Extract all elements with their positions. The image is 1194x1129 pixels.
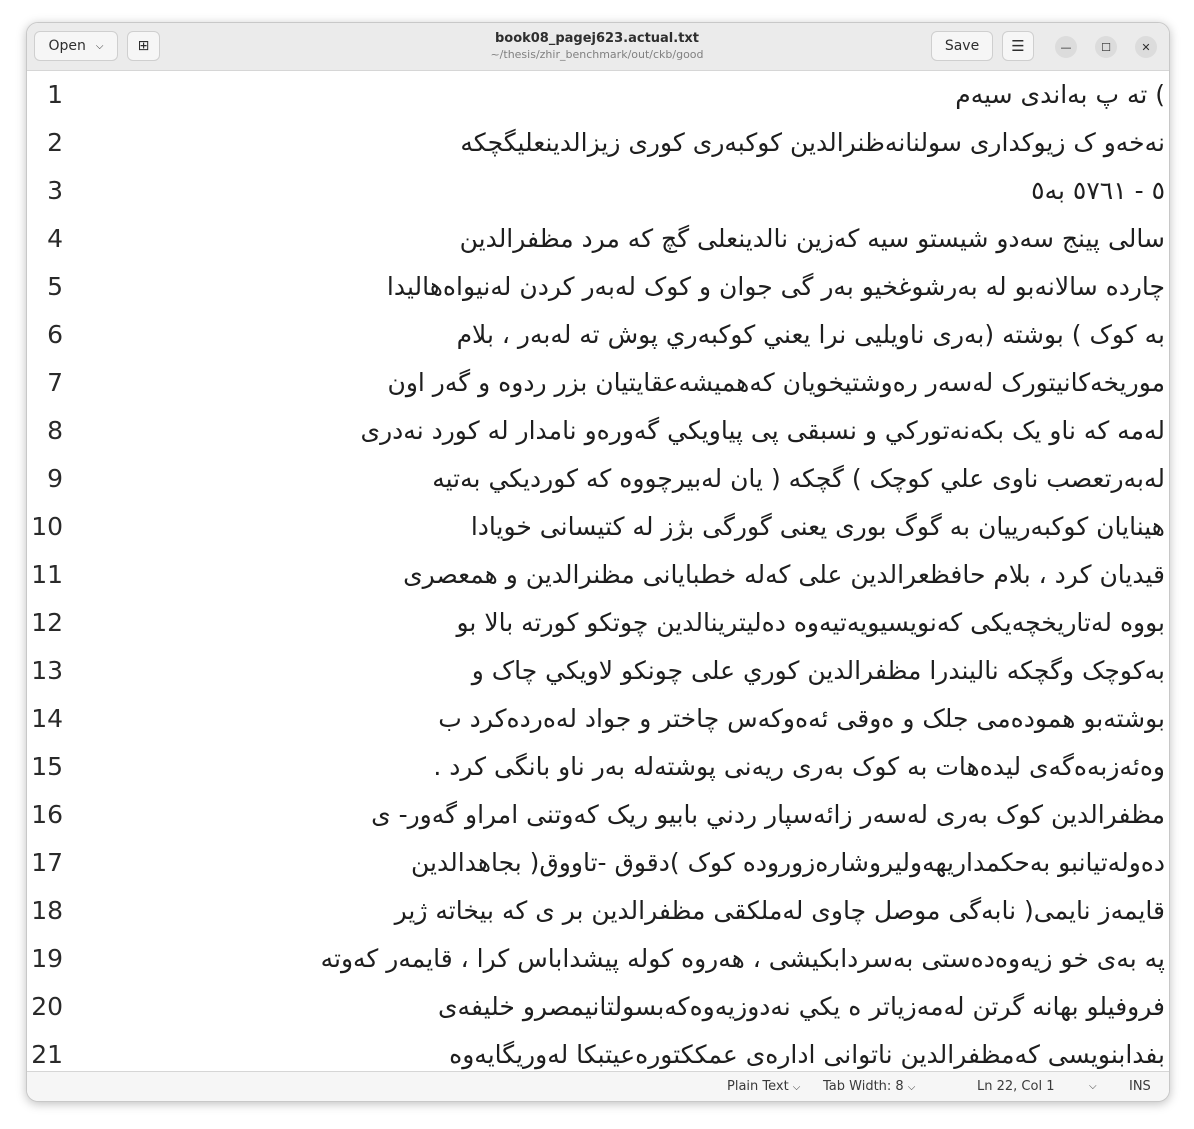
- line-number: 14: [31, 704, 63, 733]
- minimize-button[interactable]: [1055, 36, 1077, 58]
- menu-button[interactable]: [1002, 31, 1034, 61]
- line-number: 21: [31, 1040, 63, 1069]
- text-line[interactable]: سالی پینج سەدو شیستو سیه کەزین نالدینعلی گچ که مرد مظفرالدین: [459, 224, 1165, 253]
- line-number: 18: [31, 896, 63, 925]
- new-tab-button[interactable]: [127, 31, 160, 61]
- line-number: 7: [47, 368, 63, 397]
- line-number: 12: [31, 608, 63, 637]
- text-line[interactable]: موریخەکانیتورک لەسەر رەوشتیخویان کەهمیشەعقایتیان بزر ردوه و گەر اون: [387, 368, 1165, 397]
- open-button-label: Open: [48, 38, 86, 54]
- text-line[interactable]: بفدابنویسی کەمظفرالدین ناتوانی ادارەی عمککتورەعیتبکا لەوریگایەوه: [449, 1040, 1165, 1069]
- line-number-gutter: [27, 71, 67, 1071]
- line-number: 13: [31, 656, 63, 685]
- text-line[interactable]: په بەی خو زیەوەدەستی بەسردابکیشی ، هەروه کوله پیشداباس کرا ، قایمەر کەوته: [320, 944, 1165, 973]
- text-line[interactable]: لەمه که ناو یک بکەنەتورکي و نسبقی پی پیاویکي گەورەو نامدار له کورد نەدری: [360, 416, 1165, 445]
- text-line[interactable]: قایمەز نایمی( نابەگی موصل چاوی لەملکقی مظفرالدین بر ی که بیخاته ژیر: [394, 896, 1165, 925]
- line-number: 2: [47, 128, 63, 157]
- line-number: 1: [47, 80, 63, 109]
- line-number: 4: [47, 224, 63, 253]
- line-number: 9: [47, 464, 63, 493]
- text-line[interactable]: لەبەرتعصب ناوی علي کوچک ) گچکه ( یان لەبیرچووه که کوردیکي بەتیه: [432, 464, 1165, 493]
- text-line[interactable]: بوشتەبو همودەمی جلک و ەوقی ئەەوکەس چاختر و جواد لەەردەکرد ب: [438, 704, 1165, 733]
- status-bar: [27, 1071, 1169, 1102]
- text-line[interactable]: وەئەزبەەگەی لیدەهات به کوک بەری ریەنی پوشتەله بەر ناو بانگی کرد .: [433, 752, 1165, 781]
- close-button[interactable]: [1135, 36, 1157, 58]
- text-line[interactable]: ) ته پ بەاندی سیەم: [955, 80, 1165, 109]
- chevron-down-icon: ⌵: [95, 40, 104, 52]
- line-number: 16: [31, 800, 63, 829]
- chevron-down-icon[interactable]: ⌵: [1089, 1081, 1097, 1092]
- line-number: 19: [31, 944, 63, 973]
- text-line[interactable]: بەکوچک وگچکه نالیندرا مظفرالدین کوري علی چونکو لاویکي چاک و: [471, 656, 1165, 685]
- tab-width-selector[interactable]: [823, 1079, 915, 1094]
- line-number: 20: [31, 992, 63, 1021]
- line-number: 17: [31, 848, 63, 877]
- open-button[interactable]: [34, 31, 118, 61]
- header-bar: [27, 23, 1169, 71]
- line-number: 10: [31, 512, 63, 541]
- text-line[interactable]: فروفیلو بهانه گرتن لەمەزیاتر ە یکي نەدوزیەوەکەبسولتانیمصرو خلیفەی: [437, 992, 1165, 1021]
- text-line[interactable]: هینایان کوکبەرییان به گوگ بوری یعنی گورگی بژز له کتیسانی خویادا: [470, 512, 1165, 541]
- maximize-icon: ☐: [1101, 40, 1111, 54]
- line-number: 6: [47, 320, 63, 349]
- hamburger-icon: ☰: [1011, 37, 1025, 55]
- cursor-position[interactable]: Ln 22, Col 1: [977, 1079, 1055, 1094]
- save-button[interactable]: Save: [931, 31, 993, 61]
- text-line[interactable]: نەخەو ک زیوکداری سولنانەظنرالدین کوکبەری کوری زیزالدینعلیگچکه: [460, 128, 1165, 157]
- insert-mode-indicator: INS: [1129, 1079, 1151, 1094]
- chevron-down-icon: ⌵: [792, 1082, 801, 1093]
- maximize-button[interactable]: [1095, 36, 1117, 58]
- text-line[interactable]: چاردە سالانەبو له بەرشوغخیو بەر گی جوان و کوک لەبەر کردن لەنیواەهالیدا: [386, 272, 1165, 301]
- line-number: 15: [31, 752, 63, 781]
- line-number: 8: [47, 416, 63, 445]
- text-area[interactable]: [67, 71, 1169, 1071]
- chevron-down-icon: ⌵: [907, 1082, 916, 1093]
- text-line[interactable]: به کوک ) بوشته (بەری ناویلیی نرا یعني کوکبەري پوش ته لەبەر ، بلام: [456, 320, 1165, 349]
- text-line[interactable]: ٥ - ٥٧٦١ بە٥: [1031, 176, 1165, 205]
- line-number: 5: [47, 272, 63, 301]
- window-title: book08_pagej623.actual.txt: [494, 31, 700, 46]
- text-line[interactable]: دەولەتیانبو بەحکمداریهەولیروشارەزورودە کوک )دقوق -تاووق( بجاهدالدین: [411, 848, 1165, 877]
- editor-window: [26, 22, 1170, 1102]
- line-number: 3: [47, 176, 63, 205]
- language-label: Plain Text: [727, 1079, 789, 1094]
- text-line[interactable]: قیدیان کرد ، بلام حافظعرالدین علی کەله خطبایانی مظنرالدین و همعصری: [403, 560, 1165, 589]
- new-tab-icon: ⊞: [137, 38, 150, 54]
- minimize-icon: —: [1060, 40, 1072, 54]
- text-line[interactable]: مظفرالدین کوک بەری لەسەر زائەسپار ردني بابیو ریک کەوتنی امراو گەور- ی: [371, 800, 1165, 829]
- text-line[interactable]: بووه لەتاریخچەیکی کەنویسیویەتیەوه دەلیترینالدین چوتکو کورته بالا بو: [456, 608, 1165, 637]
- close-icon: ✕: [1141, 40, 1151, 54]
- line-number: 11: [31, 560, 63, 589]
- tab-width-label: Tab Width: 8: [823, 1079, 904, 1094]
- language-selector[interactable]: [727, 1079, 800, 1094]
- window-subtitle: ~/thesis/zhir_benchmark/out/ckb/good: [490, 48, 704, 61]
